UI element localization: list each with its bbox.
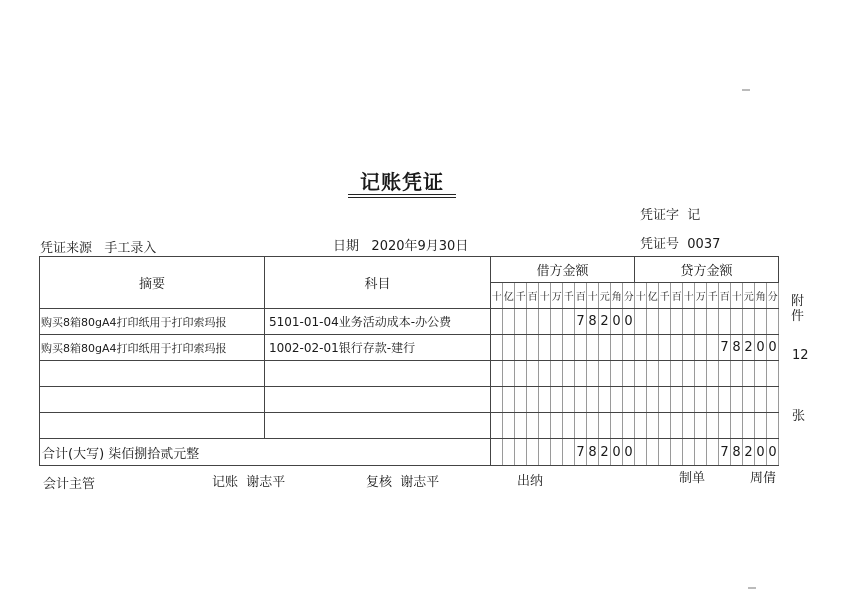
credit-digit-cell (647, 387, 659, 413)
entry-row (40, 335, 779, 361)
debit-unit-header: 万 (551, 283, 563, 309)
debit-unit-header: 千 (563, 283, 575, 309)
credit-digit-cell (707, 309, 719, 335)
entry-summary: 购买8箱80gA4打印纸用于打印索玛报 (40, 335, 265, 361)
debit-digit-cell (623, 335, 635, 361)
debit-digit-cell (587, 335, 599, 361)
voucher-table (39, 256, 779, 466)
credit-digit-cell (683, 413, 695, 439)
debit-total-digit-cell (563, 439, 575, 466)
source-label: 凭证来源 (40, 241, 93, 256)
credit-digit-cell (767, 387, 779, 413)
date-label: 日期 (333, 239, 360, 254)
credit-digit-cell (719, 413, 731, 439)
credit-digit-cell (671, 309, 683, 335)
debit-digit-cell (551, 335, 563, 361)
credit-digit-cell (719, 309, 731, 335)
debit-digit-cell (551, 361, 563, 387)
reviewer (366, 471, 439, 490)
debit-total-digit-cell (539, 439, 551, 466)
credit-digit-cell (683, 361, 695, 387)
debit-digit-cell (503, 335, 515, 361)
debit-digit-cell (527, 361, 539, 387)
cashier-label: 出纳 (517, 474, 544, 489)
debit-digit-cell (527, 413, 539, 439)
credit-unit-header: 元 (743, 283, 755, 309)
debit-unit-header: 千 (515, 283, 527, 309)
debit-digit-cell (515, 335, 527, 361)
debit-digit-cell (539, 309, 551, 335)
credit-unit-header: 千 (707, 283, 719, 309)
debit-unit-header: 百 (575, 283, 587, 309)
bookkeeper-name: 谢志平 (246, 475, 286, 490)
supervisor-label: 会计主管 (43, 477, 96, 492)
credit-digit-cell (671, 361, 683, 387)
debit-digit-cell (551, 387, 563, 413)
credit-total-digit-cell: 7 (719, 439, 731, 466)
debit-digit-cell (515, 387, 527, 413)
source-value: 手工录入 (104, 241, 157, 256)
debit-digit-cell (539, 387, 551, 413)
entry-account: 5101-01-04业务活动成本-办公费 (265, 309, 491, 335)
entry-summary (40, 387, 265, 413)
attachment-prefix-1: 附 (791, 294, 805, 309)
credit-digit-cell (635, 335, 647, 361)
credit-digit-cell (635, 387, 647, 413)
credit-unit-header: 十 (731, 283, 743, 309)
entry-summary: 购买8箱80gA4打印纸用于打印索玛报 (40, 309, 265, 335)
credit-unit-header: 亿 (647, 283, 659, 309)
credit-digit-cell: 2 (743, 335, 755, 361)
preparer-name: 周倩 (750, 471, 777, 486)
debit-digit-cell (539, 413, 551, 439)
debit-total-digit-cell: 0 (611, 439, 623, 466)
credit-digit-cell (683, 387, 695, 413)
voucher-no-value: 0037 (687, 237, 721, 252)
entry-account (265, 413, 491, 439)
debit-unit-header: 角 (611, 283, 623, 309)
credit-digit-cell (755, 309, 767, 335)
credit-digit-cell (707, 361, 719, 387)
credit-unit-header: 千 (659, 283, 671, 309)
voucher-source (40, 237, 156, 256)
debit-total-digit-cell (551, 439, 563, 466)
debit-digit-cell (623, 387, 635, 413)
credit-total-digit-cell: 0 (755, 439, 767, 466)
scan-mark (742, 89, 750, 91)
entry-account (265, 361, 491, 387)
summary-header: 摘要 (40, 257, 265, 309)
credit-digit-cell (731, 309, 743, 335)
debit-digit-cell (611, 335, 623, 361)
preparer-label: 制单 (679, 471, 706, 486)
credit-digit-cell (635, 309, 647, 335)
debit-total-digit-cell: 7 (575, 439, 587, 466)
debit-digit-cell (623, 413, 635, 439)
voucher-number (640, 233, 720, 252)
debit-digit-cell (587, 387, 599, 413)
credit-unit-header: 百 (719, 283, 731, 309)
credit-digit-cell: 0 (767, 335, 779, 361)
entry-row (40, 413, 779, 439)
debit-header: 借方金额 (491, 257, 635, 283)
credit-digit-cell (767, 309, 779, 335)
debit-digit-cell (599, 361, 611, 387)
credit-digit-cell (647, 309, 659, 335)
credit-digit-cell (755, 361, 767, 387)
entry-account: 1002-02-01银行存款-建行 (265, 335, 491, 361)
debit-digit-cell (527, 335, 539, 361)
debit-digit-cell (503, 387, 515, 413)
credit-digit-cell (719, 361, 731, 387)
credit-unit-header: 百 (671, 283, 683, 309)
credit-digit-cell: 7 (719, 335, 731, 361)
total-row (40, 439, 779, 466)
debit-unit-header: 元 (599, 283, 611, 309)
debit-total-digit-cell: 0 (623, 439, 635, 466)
debit-digit-cell: 2 (599, 309, 611, 335)
entry-row (40, 387, 779, 413)
credit-digit-cell (707, 335, 719, 361)
voucher-word-label: 凭证字 (640, 208, 680, 223)
voucher-date (333, 235, 468, 254)
credit-total-digit-cell (695, 439, 707, 466)
account-header: 科目 (265, 257, 491, 309)
credit-digit-cell (695, 387, 707, 413)
credit-total-digit-cell (683, 439, 695, 466)
voucher-title: 记账凭证 (360, 170, 444, 194)
credit-digit-cell (647, 361, 659, 387)
debit-total-digit-cell (503, 439, 515, 466)
entry-summary (40, 361, 265, 387)
debit-digit-cell (611, 413, 623, 439)
debit-digit-cell: 7 (575, 309, 587, 335)
debit-digit-cell (611, 361, 623, 387)
credit-unit-header: 万 (695, 283, 707, 309)
credit-digit-cell (635, 361, 647, 387)
credit-digit-cell (695, 413, 707, 439)
debit-digit-cell: 0 (611, 309, 623, 335)
debit-unit-header: 十 (491, 283, 503, 309)
total-in-words: 合计(大写) 柒佰捌拾贰元整 (40, 439, 491, 466)
credit-total-digit-cell (635, 439, 647, 466)
credit-digit-cell (743, 309, 755, 335)
voucher-word-value: 记 (687, 208, 701, 223)
credit-total-digit-cell (659, 439, 671, 466)
debit-digit-cell (575, 413, 587, 439)
credit-unit-header: 分 (767, 283, 779, 309)
credit-total-digit-cell: 8 (731, 439, 743, 466)
credit-digit-cell (647, 413, 659, 439)
entry-account (265, 387, 491, 413)
voucher-word (640, 204, 700, 223)
debit-digit-cell (563, 335, 575, 361)
attachment-count: 12 (792, 348, 809, 363)
debit-digit-cell (503, 413, 515, 439)
entry-row (40, 309, 779, 335)
credit-digit-cell: 0 (755, 335, 767, 361)
credit-digit-cell: 8 (731, 335, 743, 361)
credit-digit-cell (659, 361, 671, 387)
debit-unit-header: 分 (623, 283, 635, 309)
reviewer-label: 复核 (366, 475, 393, 490)
credit-digit-cell (743, 387, 755, 413)
scan-mark (748, 587, 756, 589)
debit-total-digit-cell (515, 439, 527, 466)
credit-digit-cell (683, 309, 695, 335)
debit-digit-cell (491, 309, 503, 335)
debit-digit-cell (527, 309, 539, 335)
credit-digit-cell (719, 387, 731, 413)
credit-unit-header: 角 (755, 283, 767, 309)
debit-digit-cell (491, 335, 503, 361)
credit-digit-cell (767, 413, 779, 439)
title-underline (348, 194, 456, 195)
debit-digit-cell (539, 335, 551, 361)
debit-digit-cell: 0 (623, 309, 635, 335)
voucher-no-label: 凭证号 (640, 237, 680, 252)
debit-digit-cell (515, 309, 527, 335)
credit-digit-cell (767, 361, 779, 387)
attachment-suffix: 张 (792, 409, 806, 424)
reviewer-name: 谢志平 (400, 475, 440, 490)
credit-digit-cell (695, 309, 707, 335)
bookkeeper-label: 记账 (212, 475, 239, 490)
credit-total-digit-cell: 0 (767, 439, 779, 466)
debit-digit-cell (563, 387, 575, 413)
debit-digit-cell (563, 309, 575, 335)
debit-digit-cell (515, 361, 527, 387)
credit-digit-cell (731, 387, 743, 413)
credit-digit-cell (755, 387, 767, 413)
credit-digit-cell (659, 413, 671, 439)
debit-digit-cell (575, 361, 587, 387)
credit-digit-cell (707, 387, 719, 413)
debit-digit-cell (587, 413, 599, 439)
credit-header: 贷方金额 (635, 257, 779, 283)
debit-digit-cell: 8 (587, 309, 599, 335)
credit-digit-cell (671, 413, 683, 439)
credit-total-digit-cell (707, 439, 719, 466)
credit-digit-cell (659, 335, 671, 361)
debit-digit-cell (527, 387, 539, 413)
debit-total-digit-cell: 2 (599, 439, 611, 466)
debit-digit-cell (587, 361, 599, 387)
title-underline-2 (348, 197, 456, 198)
debit-digit-cell (623, 361, 635, 387)
debit-total-digit-cell (527, 439, 539, 466)
debit-digit-cell (611, 387, 623, 413)
credit-digit-cell (683, 335, 695, 361)
debit-digit-cell (599, 413, 611, 439)
credit-digit-cell (707, 413, 719, 439)
debit-digit-cell (491, 413, 503, 439)
credit-digit-cell (743, 413, 755, 439)
credit-digit-cell (647, 335, 659, 361)
credit-total-digit-cell (671, 439, 683, 466)
credit-digit-cell (671, 387, 683, 413)
date-value: 2020年9月30日 (371, 239, 469, 254)
entry-row (40, 361, 779, 387)
credit-digit-cell (635, 413, 647, 439)
credit-digit-cell (731, 361, 743, 387)
credit-digit-cell (755, 413, 767, 439)
credit-digit-cell (659, 309, 671, 335)
debit-unit-header: 十 (539, 283, 551, 309)
bookkeeper (212, 471, 285, 490)
debit-unit-header: 十 (587, 283, 599, 309)
debit-digit-cell (539, 361, 551, 387)
credit-total-digit-cell: 2 (743, 439, 755, 466)
debit-digit-cell (575, 335, 587, 361)
entry-summary (40, 413, 265, 439)
debit-unit-header: 百 (527, 283, 539, 309)
credit-digit-cell (695, 361, 707, 387)
attachment-prefix-2: 件 (791, 309, 805, 324)
debit-digit-cell (515, 413, 527, 439)
credit-unit-header: 十 (683, 283, 695, 309)
debit-digit-cell (599, 387, 611, 413)
credit-total-digit-cell (647, 439, 659, 466)
debit-digit-cell (551, 413, 563, 439)
debit-total-digit-cell (491, 439, 503, 466)
credit-digit-cell (671, 335, 683, 361)
debit-digit-cell (503, 361, 515, 387)
debit-digit-cell (491, 361, 503, 387)
credit-digit-cell (731, 413, 743, 439)
debit-digit-cell (599, 335, 611, 361)
debit-digit-cell (491, 387, 503, 413)
debit-total-digit-cell: 8 (587, 439, 599, 466)
credit-digit-cell (695, 335, 707, 361)
debit-digit-cell (551, 309, 563, 335)
credit-unit-header: 十 (635, 283, 647, 309)
debit-digit-cell (575, 387, 587, 413)
debit-digit-cell (563, 413, 575, 439)
credit-digit-cell (659, 387, 671, 413)
debit-digit-cell (563, 361, 575, 387)
debit-digit-cell (503, 309, 515, 335)
credit-digit-cell (743, 361, 755, 387)
debit-unit-header: 亿 (503, 283, 515, 309)
